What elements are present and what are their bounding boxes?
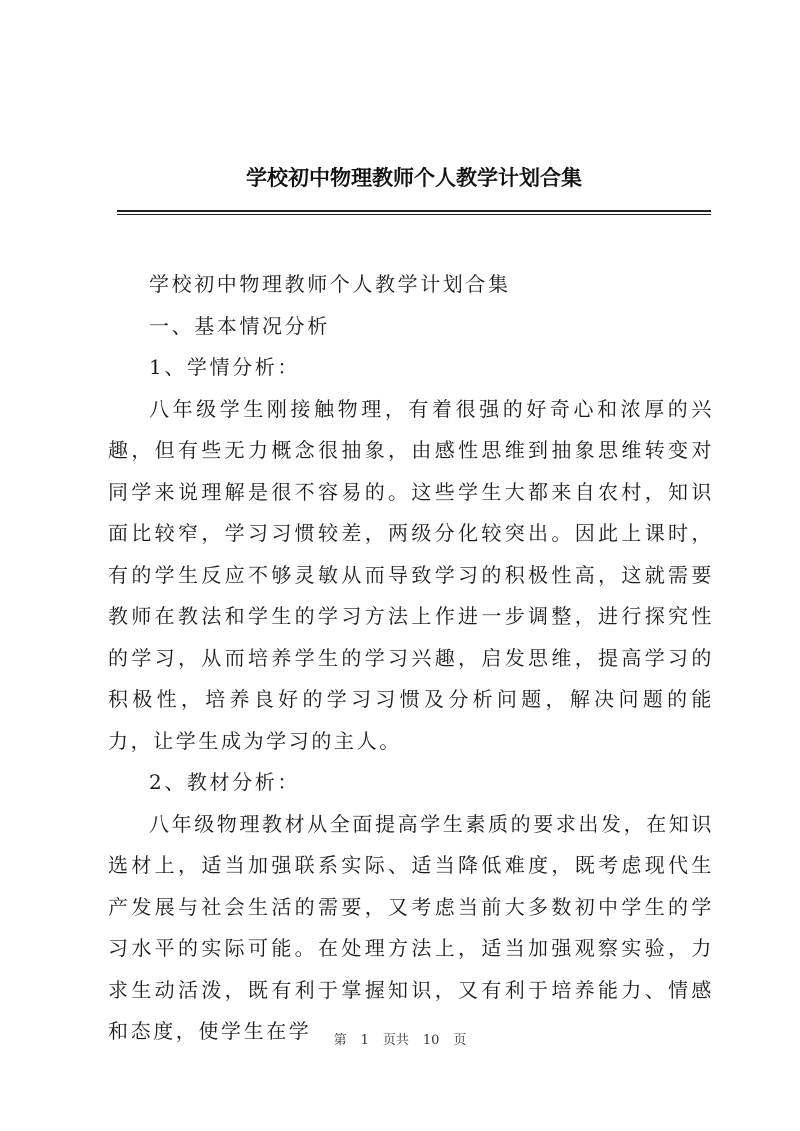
footer-suffix: 页 [453,1033,467,1048]
paragraph-student-analysis: 八年级学生刚接触物理，有着很强的好奇心和浓厚的兴趣，但有些无力概念很抽象，由感性思维到抽象思维转变对同学来说理解是很不容易的。这些学生大都来自农村，知识面比较窄，学习习惯较差，两级分化较突出。因此上课时，有的学生反应不够灵敏从而导致学习的积极性高，这就需要教师在教法和学生的学习方法上作进一步调整，进行探究性的学习，从而培养学生的学习兴趣，启发思维，提高学习的积极性，培养良好的学习习惯及分析问题，解决问题的能力，让学生成为学习的主人。 [108,396,714,753]
title-divider-thick [117,210,711,212]
paragraph-textbook-analysis: 八年级物理教材从全面提高学生素质的要求出发，在知识选材上，适当加强联系实际、适当降低难度，既考虑现代生产发展与社会生活的需要，又考虑当前大多数初中学生的学习水平的实际可能。在处理方法上，适当加强观察实验，力求生动活泼，既有利于掌握知识，又有利于培养能力、情感和态度，使学生在学 [108,811,714,1043]
document-title: 学校初中物理教师个人教学计划合集 [246,166,582,190]
section-heading-basic-analysis: 一、基本情况分析 [149,313,330,338]
footer-total-pages: 10 [422,1033,440,1048]
footer-current-page: 1 [360,1033,369,1048]
footer-middle: 页共 [382,1033,409,1048]
subsection-heading-student-analysis: 1、学情分析： [149,355,300,379]
footer-prefix: 第 [333,1033,347,1048]
subsection-heading-textbook-analysis: 2、教材分析： [149,770,300,794]
page-number-footer [0,1029,800,1053]
body-heading-repeat: 学校初中物理教师个人教学计划合集 [149,272,511,296]
title-divider-thin [117,214,711,215]
document-body [108,264,714,1053]
